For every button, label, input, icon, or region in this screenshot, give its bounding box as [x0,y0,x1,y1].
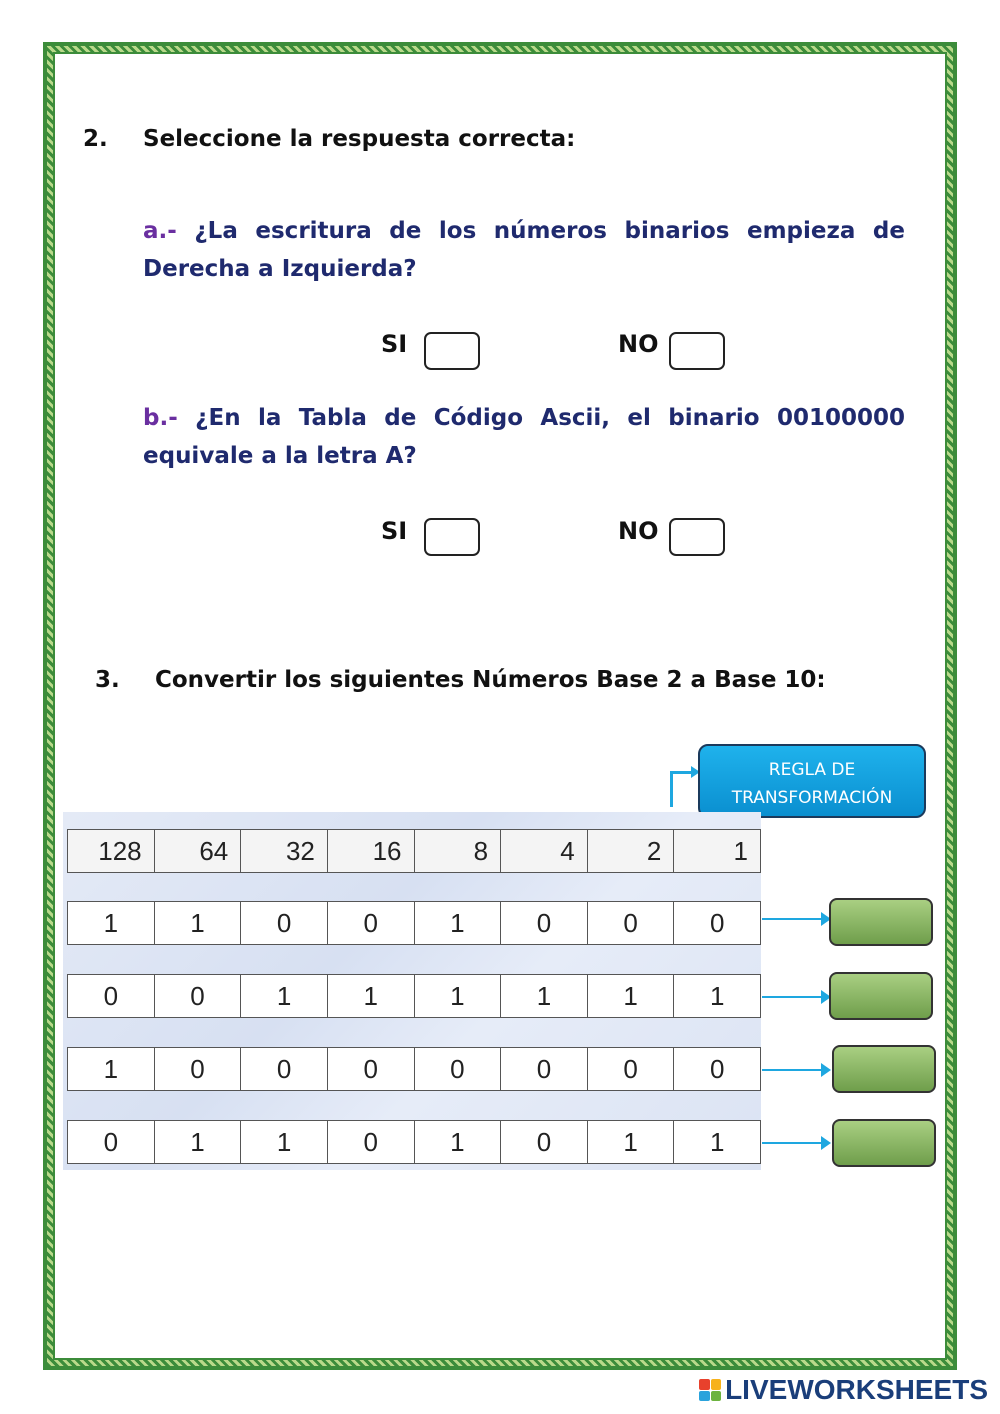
binary-digit-cell: 1 [155,1121,242,1163]
binary-digit-cell: 0 [709,907,725,938]
arrow-right-icon [762,1069,822,1071]
binary-digit-cell: 1 [68,902,155,944]
binary-digit-cell: 1 [588,1121,675,1163]
binary-digit-cell: 0 [241,902,328,944]
question-a [143,212,905,288]
header-cell: 16 [328,830,415,872]
question-a-text: ¿La escritura de los números binarios empieza de Derecha a Izquierda? [143,218,905,282]
binary-digit-cell: 0 [328,902,415,944]
binary-digit-cell: 1 [501,975,588,1017]
binary-digit-cell: 0 [501,902,588,944]
question-a-no-checkbox[interactable] [669,332,725,370]
brand-name: LIVEWORKSHEETS [725,1374,988,1405]
question-b-yes-checkbox[interactable] [424,518,480,556]
header-cell: 64 [155,830,242,872]
rule-label-line-1: REGLA DE [768,760,856,780]
header-cell: 128 [68,830,155,872]
binary-digit-cell: 1 [328,975,415,1017]
logo-square [711,1391,722,1402]
binary-digit-cell: 0 [709,1053,725,1084]
logo-square [711,1379,722,1390]
transformation-rule-button[interactable] [698,744,926,818]
binary-table-row [67,1047,761,1091]
binary-table-row [67,974,761,1018]
section-2-title: Seleccione la respuesta correcta: [143,126,576,152]
binary-digit-cell: 1 [241,975,328,1017]
binary-digit-cell: 0 [155,1048,242,1090]
question-a-yes-checkbox[interactable] [424,332,480,370]
binary-table-header [67,829,761,873]
header-cell: 4 [501,830,588,872]
answer-input-row-4[interactable] [832,1119,936,1167]
logo-square [699,1379,710,1390]
binary-digit-cell: 0 [588,1048,675,1090]
binary-table-row [67,1120,761,1164]
binary-digit-cell: 0 [501,1048,588,1090]
binary-digit-cell: 1 [415,975,502,1017]
logo-square [699,1391,710,1402]
binary-digit-cell: 0 [501,1121,588,1163]
binary-digit-cell: 1 [588,975,675,1017]
binary-digit-cell: 0 [68,975,155,1017]
rule-connector-line [670,771,673,807]
question-a-no-label: NO [618,330,659,358]
binary-digit-cell: 1 [709,980,725,1011]
arrow-right-icon [762,1142,822,1144]
header-cell: 1 [733,835,748,866]
liveworksheets-logo-icon [699,1379,721,1401]
rule-label-line-2: TRANSFORMACIÓN [731,788,893,808]
header-cell: 32 [241,830,328,872]
arrow-right-icon [762,918,822,920]
liveworksheets-brand[interactable] [699,1372,988,1408]
question-b-no-label: NO [618,517,659,545]
binary-digit-cell: 0 [328,1048,415,1090]
binary-table-row [67,901,761,945]
binary-digit-cell: 1 [415,902,502,944]
binary-digit-cell: 1 [155,902,242,944]
arrow-right-icon [762,996,822,998]
binary-digit-cell: 1 [709,1126,725,1157]
binary-digit-cell: 0 [415,1048,502,1090]
section-2-number: 2. [83,126,108,152]
answer-input-row-1[interactable] [829,898,933,946]
question-b-text: ¿En la Tabla de Código Ascii, el binario 00100000 equivale a la letra A? [143,405,905,469]
header-cell: 2 [588,830,675,872]
rule-connector-arrow [670,771,692,774]
question-b-yes-label: SI [381,517,408,545]
question-b [143,399,905,475]
section-3-title: Convertir los siguientes Números Base 2 a Base 10: [155,667,826,693]
header-cell: 8 [415,830,502,872]
binary-digit-cell: 1 [68,1048,155,1090]
binary-digit-cell: 0 [328,1121,415,1163]
question-b-no-checkbox[interactable] [669,518,725,556]
binary-digit-cell: 0 [68,1121,155,1163]
binary-digit-cell: 0 [588,902,675,944]
section-3-number: 3. [95,667,120,693]
binary-digit-cell: 1 [241,1121,328,1163]
binary-digit-cell: 1 [415,1121,502,1163]
question-a-yes-label: SI [381,330,408,358]
question-a-letter: a.- [143,218,177,244]
answer-input-row-2[interactable] [829,972,933,1020]
binary-digit-cell: 0 [155,975,242,1017]
binary-digit-cell: 0 [241,1048,328,1090]
answer-input-row-3[interactable] [832,1045,936,1093]
question-b-letter: b.- [143,405,178,431]
